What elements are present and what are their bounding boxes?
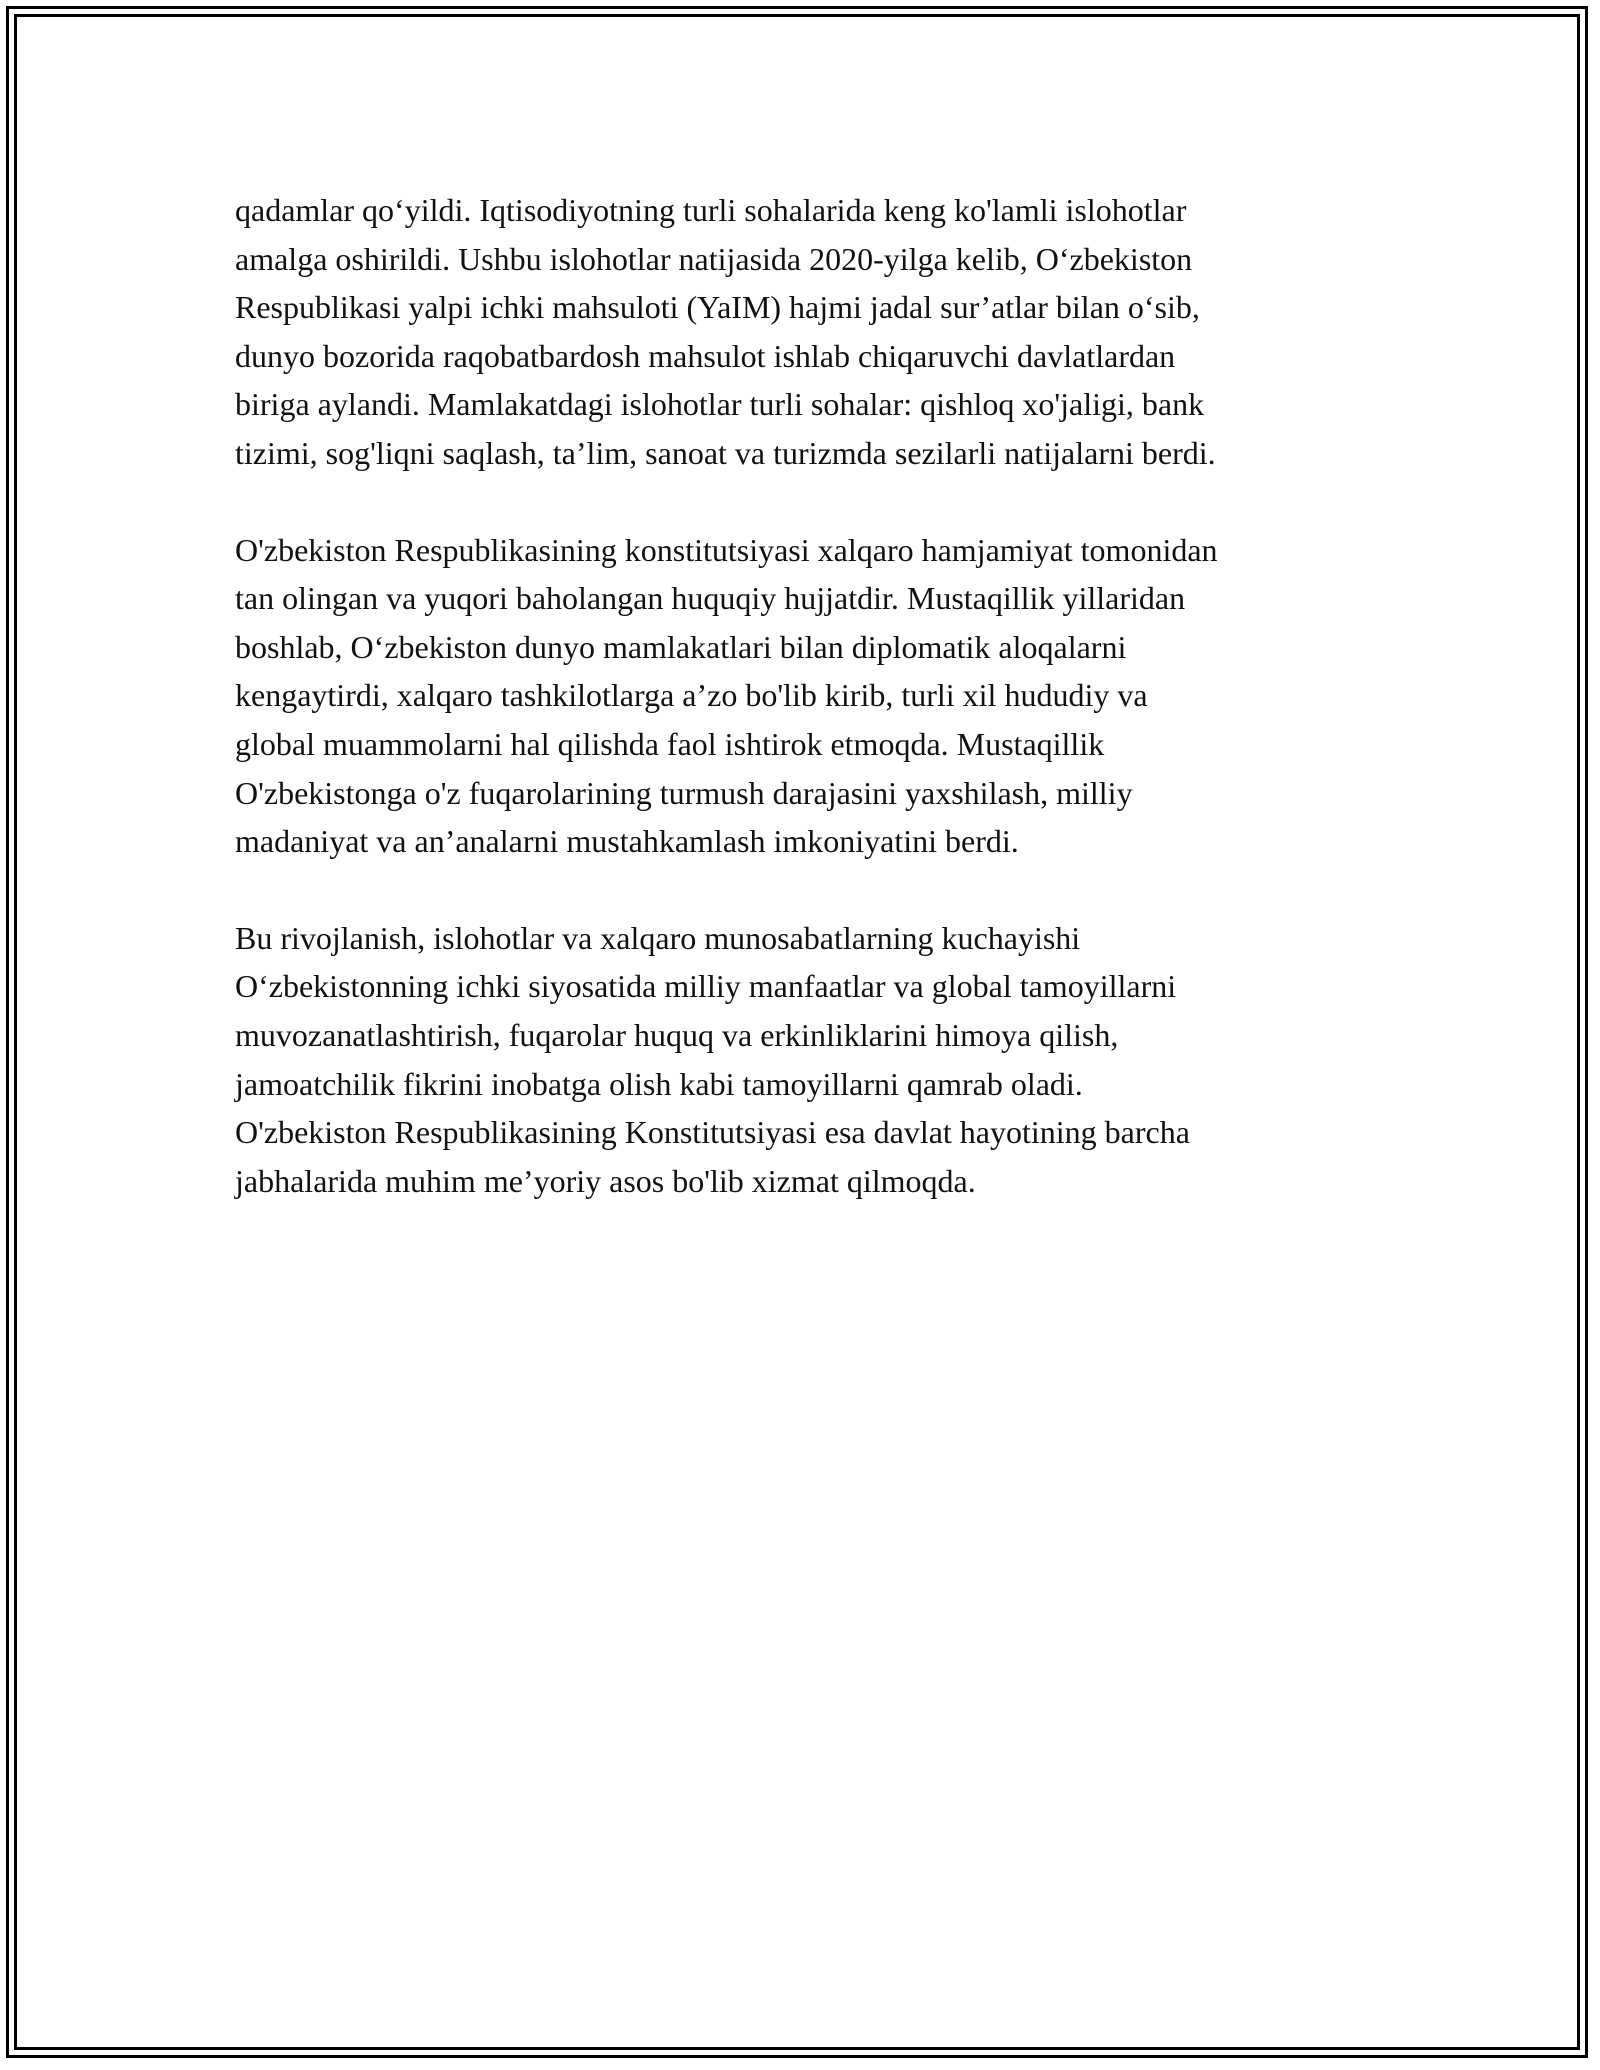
document-body [235, 186, 1385, 1205]
paragraph-economic-reforms: qadamlar qo‘yildi. Iqtisodiyotning turli sohalarida keng ko'lamli islohotlar amalga oshirildi. Ushbu islohotlar natijasida 2020-yilga kelib, O‘zbekiston Respublikasi yalpi ichki mahsuloti (YaIM) hajmi jadal sur’atlar bilan o‘sib, dunyo bozorida raqobatbardosh mahsulot ishlab chiqaruvchi davlatlardan biriga aylandi. Mamlakatdagi islohotlar turli sohalar: qishloq xo'jaligi, bank tizimi, sog'liqni saqlash, ta’lim, sanoat va turizmda sezilarli natijalarni berdi. [235, 192, 1216, 471]
paragraph-domestic-policy: Bu rivojlanish, islohotlar va xalqaro munosabatlarning kuchayishi O‘zbekistonning ichki siyosatida milliy manfaatlar va global tamoyillarni muvozanatlashtirish, fuqarolar huquq va erkinliklarini himoya qilish, jamoatchilik fikrini inobatga olish kabi tamoyillarni qamrab oladi. O'zbekiston Respublikasining Konstitutsiyasi esa davlat hayotining barcha jabhalarida muhim me’yoriy asos bo'lib xizmat qilmoqda. [235, 919, 1190, 1199]
paragraph-constitution-international: O'zbekiston Respublikasining konstitutsiyasi xalqaro hamjamiyat tomonidan tan olingan va yuqori baholangan huquqiy hujjatdir. Mustaqillik yillaridan boshlab, O‘zbekiston dunyo mamlakatlari bilan diplomatik aloqalarni kengaytirdi, xalqaro tashkilotlarga a’zo bo'lib kirib, turli xil hududiy va global muammolarni hal qilishda faol ishtirok etmoqda. Mustaqillik O'zbekistonga o'z fuqarolarining turmush darajasini yaxshilash, milliy madaniyat va an’analarni mustahkamlash imkoniyatini berdi. [235, 531, 1218, 860]
